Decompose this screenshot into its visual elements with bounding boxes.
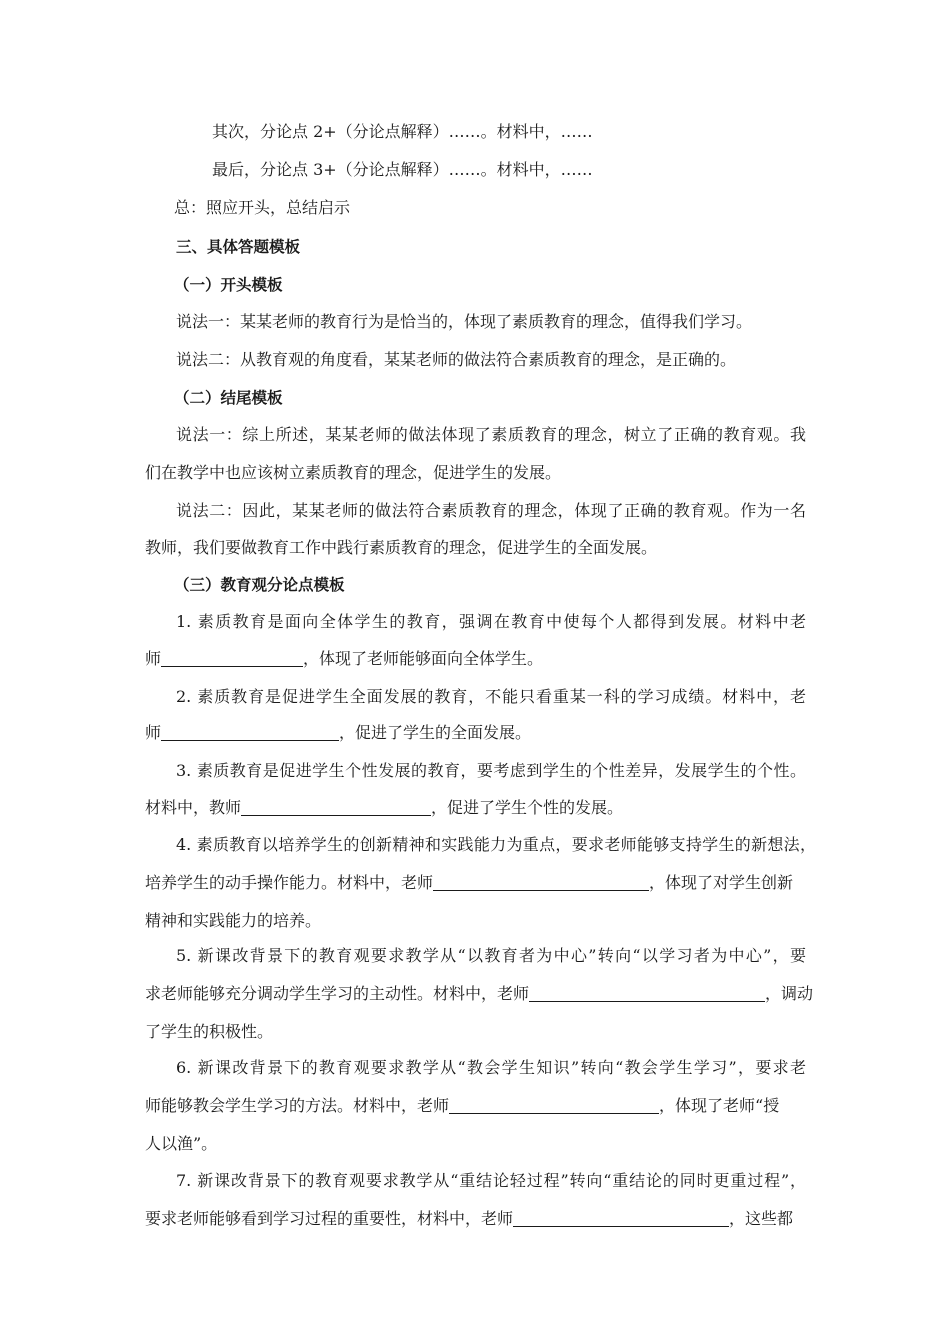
answer-blank[interactable] — [449, 1097, 659, 1114]
fill-line — [145, 797, 623, 819]
text-span: 要求老师能够看到学习过程的重要性，材料中，老师 — [145, 1209, 514, 1228]
subsection-heading: （一）开头模板 — [174, 276, 283, 294]
answer-blank[interactable] — [433, 874, 649, 891]
text-line: 说法一：某某老师的教育行为是恰当的，体现了素质教育的理念，值得我们学习。 — [176, 312, 753, 331]
text-span: ，体现了老师“授 — [659, 1096, 780, 1115]
text-line: 们在教学中也应该树立素质教育的理念，促进学生的发展。 — [145, 463, 562, 482]
section-heading: 三、具体答题模板 — [176, 238, 301, 256]
fill-line — [145, 722, 531, 744]
text-line: 1. 素质教育是面向全体学生的教育，强调在教育中使每个人都得到发展。材料中老 — [176, 612, 806, 631]
text-line: 其次，分论点 2+（分论点解释）……。材料中，…… — [212, 122, 593, 141]
fill-line — [145, 983, 813, 1005]
answer-blank[interactable] — [513, 1210, 729, 1227]
fill-line — [145, 872, 793, 894]
fill-line — [145, 1095, 779, 1117]
text-span: ，促进了学生的全面发展。 — [339, 723, 532, 742]
text-line: 总：照应开头，总结启示 — [174, 198, 351, 217]
answer-blank[interactable] — [161, 724, 339, 741]
text-line: 教师，我们要做教育工作中践行素质教育的理念，促进学生的全面发展。 — [145, 538, 658, 557]
text-span: 求老师能够充分调动学生学习的主动性。材料中，老师 — [145, 984, 530, 1003]
text-line: 了学生的积极性。 — [145, 1022, 274, 1041]
text-span: ，这些都 — [729, 1209, 794, 1228]
text-line: 说法二：从教育观的角度看，某某老师的做法符合素质教育的理念，是正确的。 — [176, 350, 737, 369]
answer-blank[interactable] — [529, 985, 765, 1002]
text-line: 3. 素质教育是促进学生个性发展的教育，要考虑到学生的个性差异，发展学生的个性。 — [176, 761, 806, 780]
subsection-heading: （二）结尾模板 — [174, 389, 283, 407]
answer-blank[interactable] — [241, 799, 431, 816]
text-line: 说法二：因此，某某老师的做法符合素质教育的理念，体现了正确的教育观。作为一名 — [176, 501, 806, 520]
fill-line — [145, 1208, 793, 1230]
text-span: ，体现了对学生创新 — [649, 873, 794, 892]
fill-line — [145, 648, 543, 670]
answer-blank[interactable] — [161, 650, 303, 667]
text-line: 6. 新课改背景下的教育观要求教学从“教会学生知识”转向“教会学生学习”，要求老 — [176, 1058, 806, 1077]
text-span: ，促进了学生个性的发展。 — [431, 798, 624, 817]
text-span: ，调动 — [765, 984, 814, 1003]
subsection-heading: （三）教育观分论点模板 — [174, 576, 345, 594]
text-line: 5. 新课改背景下的教育观要求教学从“以教育者为中心”转向“以学习者为中心”，要 — [176, 946, 806, 965]
text-line: 说法一：综上所述，某某老师的做法体现了素质教育的理念，树立了正确的教育观。我 — [176, 425, 806, 444]
text-span: 师 — [145, 649, 162, 668]
text-line: 人以渔”。 — [145, 1134, 218, 1153]
text-span: 材料中，教师 — [145, 798, 242, 817]
text-span: 师能够教会学生学习的方法。材料中，老师 — [145, 1096, 450, 1115]
text-line: 2. 素质教育是促进学生全面发展的教育，不能只看重某一科的学习成绩。材料中，老 — [176, 687, 806, 706]
text-line: 4. 素质教育以培养学生的创新精神和实践能力为重点，要求老师能够支持学生的新想法， — [176, 835, 816, 854]
text-line: 精神和实践能力的培养。 — [145, 911, 322, 930]
text-line: 7. 新课改背景下的教育观要求教学从“重结论轻过程”转向“重结论的同时更重过程”， — [176, 1171, 806, 1190]
text-line: 最后，分论点 3+（分论点解释）……。材料中，…… — [212, 160, 593, 179]
text-span: ，体现了老师能够面向全体学生。 — [303, 649, 544, 668]
text-span: 培养学生的动手操作能力。材料中，老师 — [145, 873, 434, 892]
text-span: 师 — [145, 723, 162, 742]
